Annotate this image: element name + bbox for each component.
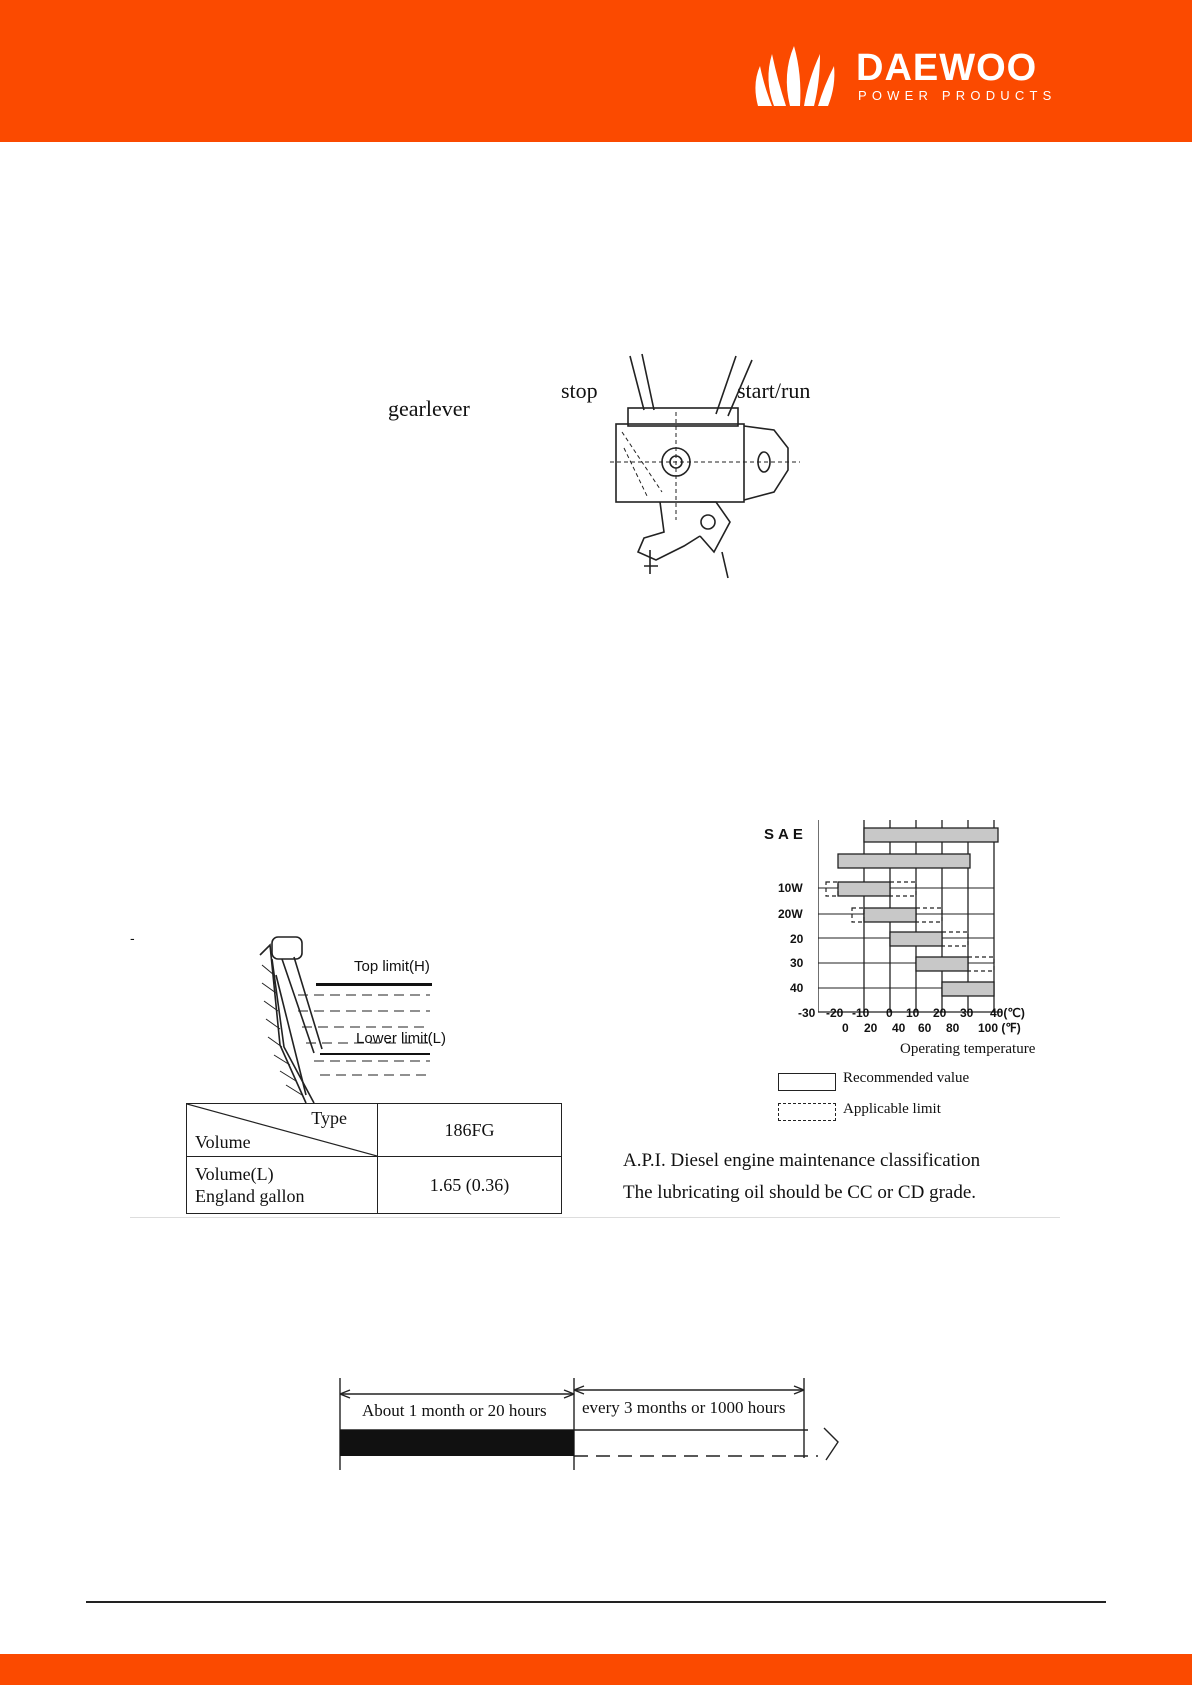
fahrenheit-tick: 100 (℉) xyxy=(978,1021,1021,1035)
celsius-tick: 30 xyxy=(960,1006,974,1020)
oil-grade-text: The lubricating oil should be CC or CD grade. xyxy=(623,1182,977,1203)
next-interval-label: every 3 months or 1000 hours xyxy=(582,1398,786,1417)
first-interval-label: About 1 month or 20 hours xyxy=(362,1401,547,1420)
celsius-tick: 20 xyxy=(933,1006,947,1020)
celsius-tick: -30 xyxy=(798,1006,816,1020)
celsius-tick: 10 xyxy=(906,1006,920,1020)
legend-applicable-label: Applicable limit xyxy=(843,1101,941,1117)
legend-applicable-swatch xyxy=(778,1103,836,1121)
page-footer xyxy=(0,1654,1192,1685)
oil-capacity-table xyxy=(186,1103,562,1214)
sae-viscosity-chart xyxy=(818,820,1018,1020)
volume-row-label xyxy=(187,1157,378,1214)
sae-axis-title: SAE xyxy=(764,826,807,843)
grade-20: 20 xyxy=(790,932,804,946)
celsius-tick: -10 xyxy=(852,1006,870,1020)
celsius-tick: 40(℃) xyxy=(990,1006,1025,1020)
top-limit-line xyxy=(316,983,432,986)
fahrenheit-tick: 40 xyxy=(892,1021,906,1035)
stop-label: stop xyxy=(561,378,598,403)
gearlever-label: gearlever xyxy=(388,396,470,421)
footer-rule xyxy=(86,1601,1106,1603)
start-run-label: start/run xyxy=(737,378,811,403)
grade-10w: 10W xyxy=(778,881,803,895)
volume-liters-label: Volume(L) xyxy=(195,1164,274,1184)
brand-name: DAEWOO xyxy=(856,47,1038,89)
table-row xyxy=(187,1157,562,1214)
fahrenheit-tick: 60 xyxy=(918,1021,932,1035)
lower-limit-label: Lower limit(L) xyxy=(356,1030,447,1047)
section-divider xyxy=(130,1217,1060,1218)
volume-value: 1.65 (0.36) xyxy=(378,1157,562,1214)
lower-limit-line xyxy=(320,1053,430,1055)
brand-subtitle: POWER PRODUCTS xyxy=(858,88,1057,103)
daewoo-logo xyxy=(750,44,1080,114)
celsius-tick: -20 xyxy=(826,1006,844,1020)
volume-header: Volume xyxy=(195,1132,251,1152)
top-limit-label: Top limit(H) xyxy=(354,958,430,975)
operating-temperature-caption: Operating temperature xyxy=(900,1041,1036,1057)
api-classification-text: A.P.I. Diesel engine maintenance classification xyxy=(623,1150,981,1171)
celsius-tick: 0 xyxy=(886,1006,893,1020)
model-header: 186FG xyxy=(378,1104,562,1157)
speed-control-lever-drawing xyxy=(604,352,804,582)
legend-recommended-label: Recommended value xyxy=(843,1070,970,1086)
table-row xyxy=(187,1104,562,1157)
fahrenheit-tick: 20 xyxy=(864,1021,878,1035)
fahrenheit-tick: 80 xyxy=(946,1021,960,1035)
dipstick-top-limit-marker: - xyxy=(130,930,135,946)
maintenance-timeline-diagram xyxy=(338,1376,858,1476)
table-header-diagonal-cell xyxy=(187,1104,378,1157)
grade-40: 40 xyxy=(790,981,804,995)
fahrenheit-tick: 0 xyxy=(842,1021,849,1035)
legend-recommended-swatch xyxy=(778,1073,836,1091)
grade-20w: 20W xyxy=(778,907,803,921)
daewoo-fan-icon xyxy=(750,44,840,110)
type-header: Type xyxy=(311,1108,347,1128)
england-gallon-label: England gallon xyxy=(195,1186,305,1206)
grade-30: 30 xyxy=(790,956,804,970)
